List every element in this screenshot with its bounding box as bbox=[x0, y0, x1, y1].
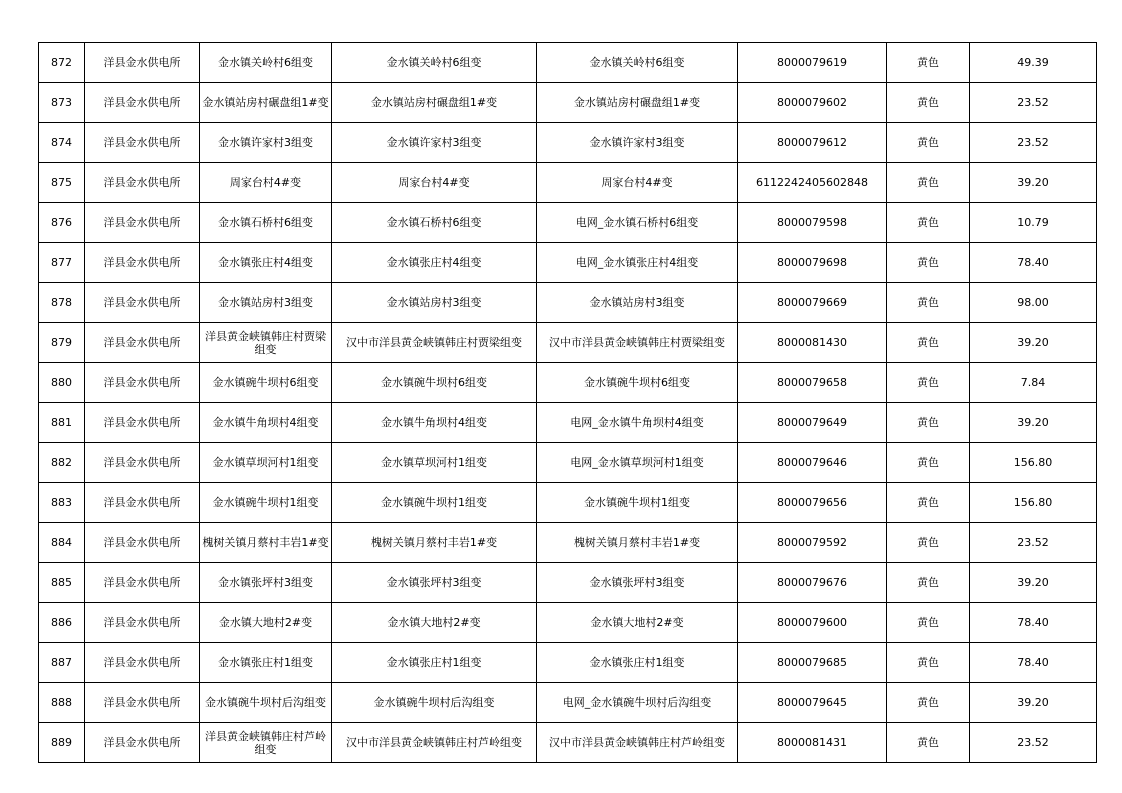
row-number-cell: 885 bbox=[39, 563, 85, 603]
table-row bbox=[39, 283, 1097, 323]
device-name-cell: 汉中市洋县黄金峡镇韩庄村贾梁组变 bbox=[332, 323, 537, 363]
station-name-cell: 金水镇碗牛坝村1组变 bbox=[200, 483, 332, 523]
table-body bbox=[39, 43, 1097, 763]
unit-cell: 洋县金水供电所 bbox=[85, 43, 200, 83]
line-name-cell: 电网_金水镇张庄村4组变 bbox=[537, 243, 738, 283]
unit-cell: 洋县金水供电所 bbox=[85, 403, 200, 443]
amount-cell: 156.80 bbox=[970, 483, 1097, 523]
warning-level-cell: 黄色 bbox=[887, 363, 970, 403]
row-number-cell: 875 bbox=[39, 163, 85, 203]
unit-cell: 洋县金水供电所 bbox=[85, 723, 200, 763]
line-name-cell: 电网_金水镇牛角坝村4组变 bbox=[537, 403, 738, 443]
row-number-cell: 873 bbox=[39, 83, 85, 123]
account-number-cell: 8000079649 bbox=[738, 403, 887, 443]
station-name-cell: 金水镇张庄村1组变 bbox=[200, 643, 332, 683]
amount-cell: 98.00 bbox=[970, 283, 1097, 323]
warning-level-cell: 黄色 bbox=[887, 603, 970, 643]
table-row bbox=[39, 163, 1097, 203]
station-name-cell: 金水镇关岭村6组变 bbox=[200, 43, 332, 83]
line-name-cell: 金水镇站房村3组变 bbox=[537, 283, 738, 323]
row-number-cell: 881 bbox=[39, 403, 85, 443]
account-number-cell: 8000079685 bbox=[738, 643, 887, 683]
unit-cell: 洋县金水供电所 bbox=[85, 683, 200, 723]
line-name-cell: 电网_金水镇草坝河村1组变 bbox=[537, 443, 738, 483]
amount-cell: 39.20 bbox=[970, 403, 1097, 443]
device-name-cell: 金水镇张坪村3组变 bbox=[332, 563, 537, 603]
table-row bbox=[39, 723, 1097, 763]
unit-cell: 洋县金水供电所 bbox=[85, 443, 200, 483]
unit-cell: 洋县金水供电所 bbox=[85, 203, 200, 243]
unit-cell: 洋县金水供电所 bbox=[85, 283, 200, 323]
unit-cell: 洋县金水供电所 bbox=[85, 603, 200, 643]
station-name-cell: 洋县黄金峡镇韩庄村贾梁组变 bbox=[200, 323, 332, 363]
warning-level-cell: 黄色 bbox=[887, 243, 970, 283]
amount-cell: 10.79 bbox=[970, 203, 1097, 243]
table-row bbox=[39, 483, 1097, 523]
line-name-cell: 汉中市洋县黄金峡镇韩庄村贾梁组变 bbox=[537, 323, 738, 363]
station-name-cell: 金水镇张坪村3组变 bbox=[200, 563, 332, 603]
line-name-cell: 汉中市洋县黄金峡镇韩庄村芦岭组变 bbox=[537, 723, 738, 763]
warning-level-cell: 黄色 bbox=[887, 123, 970, 163]
line-name-cell: 金水镇关岭村6组变 bbox=[537, 43, 738, 83]
warning-level-cell: 黄色 bbox=[887, 443, 970, 483]
station-name-cell: 金水镇碗牛坝村6组变 bbox=[200, 363, 332, 403]
table-row bbox=[39, 243, 1097, 283]
warning-level-cell: 黄色 bbox=[887, 83, 970, 123]
device-name-cell: 汉中市洋县黄金峡镇韩庄村芦岭组变 bbox=[332, 723, 537, 763]
device-name-cell: 金水镇碗牛坝村后沟组变 bbox=[332, 683, 537, 723]
amount-cell: 78.40 bbox=[970, 603, 1097, 643]
device-name-cell: 金水镇石桥村6组变 bbox=[332, 203, 537, 243]
account-number-cell: 8000079656 bbox=[738, 483, 887, 523]
device-name-cell: 金水镇草坝河村1组变 bbox=[332, 443, 537, 483]
table-row bbox=[39, 523, 1097, 563]
table-row bbox=[39, 203, 1097, 243]
table-row bbox=[39, 683, 1097, 723]
device-name-cell: 金水镇关岭村6组变 bbox=[332, 43, 537, 83]
unit-cell: 洋县金水供电所 bbox=[85, 123, 200, 163]
account-number-cell: 8000079602 bbox=[738, 83, 887, 123]
warning-level-cell: 黄色 bbox=[887, 43, 970, 83]
table-row bbox=[39, 363, 1097, 403]
device-name-cell: 金水镇站房村碾盘组1#变 bbox=[332, 83, 537, 123]
device-name-cell: 金水镇牛角坝村4组变 bbox=[332, 403, 537, 443]
line-name-cell: 金水镇碗牛坝村1组变 bbox=[537, 483, 738, 523]
amount-cell: 23.52 bbox=[970, 723, 1097, 763]
device-name-cell: 金水镇张庄村1组变 bbox=[332, 643, 537, 683]
amount-cell: 23.52 bbox=[970, 123, 1097, 163]
table-row bbox=[39, 443, 1097, 483]
row-number-cell: 872 bbox=[39, 43, 85, 83]
station-name-cell: 金水镇草坝河村1组变 bbox=[200, 443, 332, 483]
table-row bbox=[39, 123, 1097, 163]
row-number-cell: 887 bbox=[39, 643, 85, 683]
warning-level-cell: 黄色 bbox=[887, 163, 970, 203]
line-name-cell: 金水镇张庄村1组变 bbox=[537, 643, 738, 683]
row-number-cell: 888 bbox=[39, 683, 85, 723]
row-number-cell: 883 bbox=[39, 483, 85, 523]
amount-cell: 156.80 bbox=[970, 443, 1097, 483]
amount-cell: 23.52 bbox=[970, 523, 1097, 563]
station-name-cell: 洋县黄金峡镇韩庄村芦岭组变 bbox=[200, 723, 332, 763]
account-number-cell: 8000081431 bbox=[738, 723, 887, 763]
row-number-cell: 879 bbox=[39, 323, 85, 363]
amount-cell: 39.20 bbox=[970, 163, 1097, 203]
line-name-cell: 金水镇碗牛坝村6组变 bbox=[537, 363, 738, 403]
line-name-cell: 周家台村4#变 bbox=[537, 163, 738, 203]
table-row bbox=[39, 43, 1097, 83]
station-name-cell: 金水镇碗牛坝村后沟组变 bbox=[200, 683, 332, 723]
device-name-cell: 金水镇许家村3组变 bbox=[332, 123, 537, 163]
account-number-cell: 8000079619 bbox=[738, 43, 887, 83]
unit-cell: 洋县金水供电所 bbox=[85, 523, 200, 563]
station-name-cell: 金水镇张庄村4组变 bbox=[200, 243, 332, 283]
line-name-cell: 金水镇站房村碾盘组1#变 bbox=[537, 83, 738, 123]
account-number-cell: 8000079645 bbox=[738, 683, 887, 723]
unit-cell: 洋县金水供电所 bbox=[85, 563, 200, 603]
account-number-cell: 8000079612 bbox=[738, 123, 887, 163]
row-number-cell: 876 bbox=[39, 203, 85, 243]
amount-cell: 7.84 bbox=[970, 363, 1097, 403]
account-number-cell: 8000079598 bbox=[738, 203, 887, 243]
account-number-cell: 8000079600 bbox=[738, 603, 887, 643]
table-row bbox=[39, 83, 1097, 123]
unit-cell: 洋县金水供电所 bbox=[85, 163, 200, 203]
account-number-cell: 6112242405602848 bbox=[738, 163, 887, 203]
station-name-cell: 金水镇石桥村6组变 bbox=[200, 203, 332, 243]
device-name-cell: 金水镇碗牛坝村1组变 bbox=[332, 483, 537, 523]
warning-level-cell: 黄色 bbox=[887, 483, 970, 523]
account-number-cell: 8000081430 bbox=[738, 323, 887, 363]
unit-cell: 洋县金水供电所 bbox=[85, 643, 200, 683]
line-name-cell: 金水镇张坪村3组变 bbox=[537, 563, 738, 603]
warning-level-cell: 黄色 bbox=[887, 283, 970, 323]
station-name-cell: 槐树关镇月蔡村丰岩1#变 bbox=[200, 523, 332, 563]
account-number-cell: 8000079658 bbox=[738, 363, 887, 403]
line-name-cell: 电网_金水镇石桥村6组变 bbox=[537, 203, 738, 243]
device-name-cell: 周家台村4#变 bbox=[332, 163, 537, 203]
account-number-cell: 8000079646 bbox=[738, 443, 887, 483]
warning-level-cell: 黄色 bbox=[887, 563, 970, 603]
amount-cell: 39.20 bbox=[970, 683, 1097, 723]
line-name-cell: 金水镇大地村2#变 bbox=[537, 603, 738, 643]
warning-level-cell: 黄色 bbox=[887, 683, 970, 723]
row-number-cell: 880 bbox=[39, 363, 85, 403]
amount-cell: 39.20 bbox=[970, 563, 1097, 603]
line-name-cell: 槐树关镇月蔡村丰岩1#变 bbox=[537, 523, 738, 563]
table-row bbox=[39, 563, 1097, 603]
amount-cell: 23.52 bbox=[970, 83, 1097, 123]
unit-cell: 洋县金水供电所 bbox=[85, 83, 200, 123]
station-name-cell: 金水镇站房村碾盘组1#变 bbox=[200, 83, 332, 123]
amount-cell: 39.20 bbox=[970, 323, 1097, 363]
unit-cell: 洋县金水供电所 bbox=[85, 243, 200, 283]
row-number-cell: 884 bbox=[39, 523, 85, 563]
station-name-cell: 金水镇大地村2#变 bbox=[200, 603, 332, 643]
data-table bbox=[38, 42, 1097, 763]
warning-level-cell: 黄色 bbox=[887, 203, 970, 243]
row-number-cell: 889 bbox=[39, 723, 85, 763]
device-name-cell: 金水镇碗牛坝村6组变 bbox=[332, 363, 537, 403]
warning-level-cell: 黄色 bbox=[887, 403, 970, 443]
table-row bbox=[39, 323, 1097, 363]
account-number-cell: 8000079669 bbox=[738, 283, 887, 323]
row-number-cell: 874 bbox=[39, 123, 85, 163]
device-name-cell: 槐树关镇月蔡村丰岩1#变 bbox=[332, 523, 537, 563]
unit-cell: 洋县金水供电所 bbox=[85, 323, 200, 363]
station-name-cell: 金水镇牛角坝村4组变 bbox=[200, 403, 332, 443]
warning-level-cell: 黄色 bbox=[887, 643, 970, 683]
station-name-cell: 周家台村4#变 bbox=[200, 163, 332, 203]
warning-level-cell: 黄色 bbox=[887, 323, 970, 363]
amount-cell: 78.40 bbox=[970, 643, 1097, 683]
station-name-cell: 金水镇站房村3组变 bbox=[200, 283, 332, 323]
device-name-cell: 金水镇大地村2#变 bbox=[332, 603, 537, 643]
table-row bbox=[39, 603, 1097, 643]
row-number-cell: 878 bbox=[39, 283, 85, 323]
amount-cell: 78.40 bbox=[970, 243, 1097, 283]
warning-level-cell: 黄色 bbox=[887, 723, 970, 763]
account-number-cell: 8000079698 bbox=[738, 243, 887, 283]
unit-cell: 洋县金水供电所 bbox=[85, 483, 200, 523]
line-name-cell: 电网_金水镇碗牛坝村后沟组变 bbox=[537, 683, 738, 723]
row-number-cell: 877 bbox=[39, 243, 85, 283]
device-name-cell: 金水镇站房村3组变 bbox=[332, 283, 537, 323]
amount-cell: 49.39 bbox=[970, 43, 1097, 83]
account-number-cell: 8000079676 bbox=[738, 563, 887, 603]
row-number-cell: 886 bbox=[39, 603, 85, 643]
account-number-cell: 8000079592 bbox=[738, 523, 887, 563]
table-row bbox=[39, 403, 1097, 443]
table-row bbox=[39, 643, 1097, 683]
unit-cell: 洋县金水供电所 bbox=[85, 363, 200, 403]
row-number-cell: 882 bbox=[39, 443, 85, 483]
device-name-cell: 金水镇张庄村4组变 bbox=[332, 243, 537, 283]
warning-level-cell: 黄色 bbox=[887, 523, 970, 563]
line-name-cell: 金水镇许家村3组变 bbox=[537, 123, 738, 163]
station-name-cell: 金水镇许家村3组变 bbox=[200, 123, 332, 163]
